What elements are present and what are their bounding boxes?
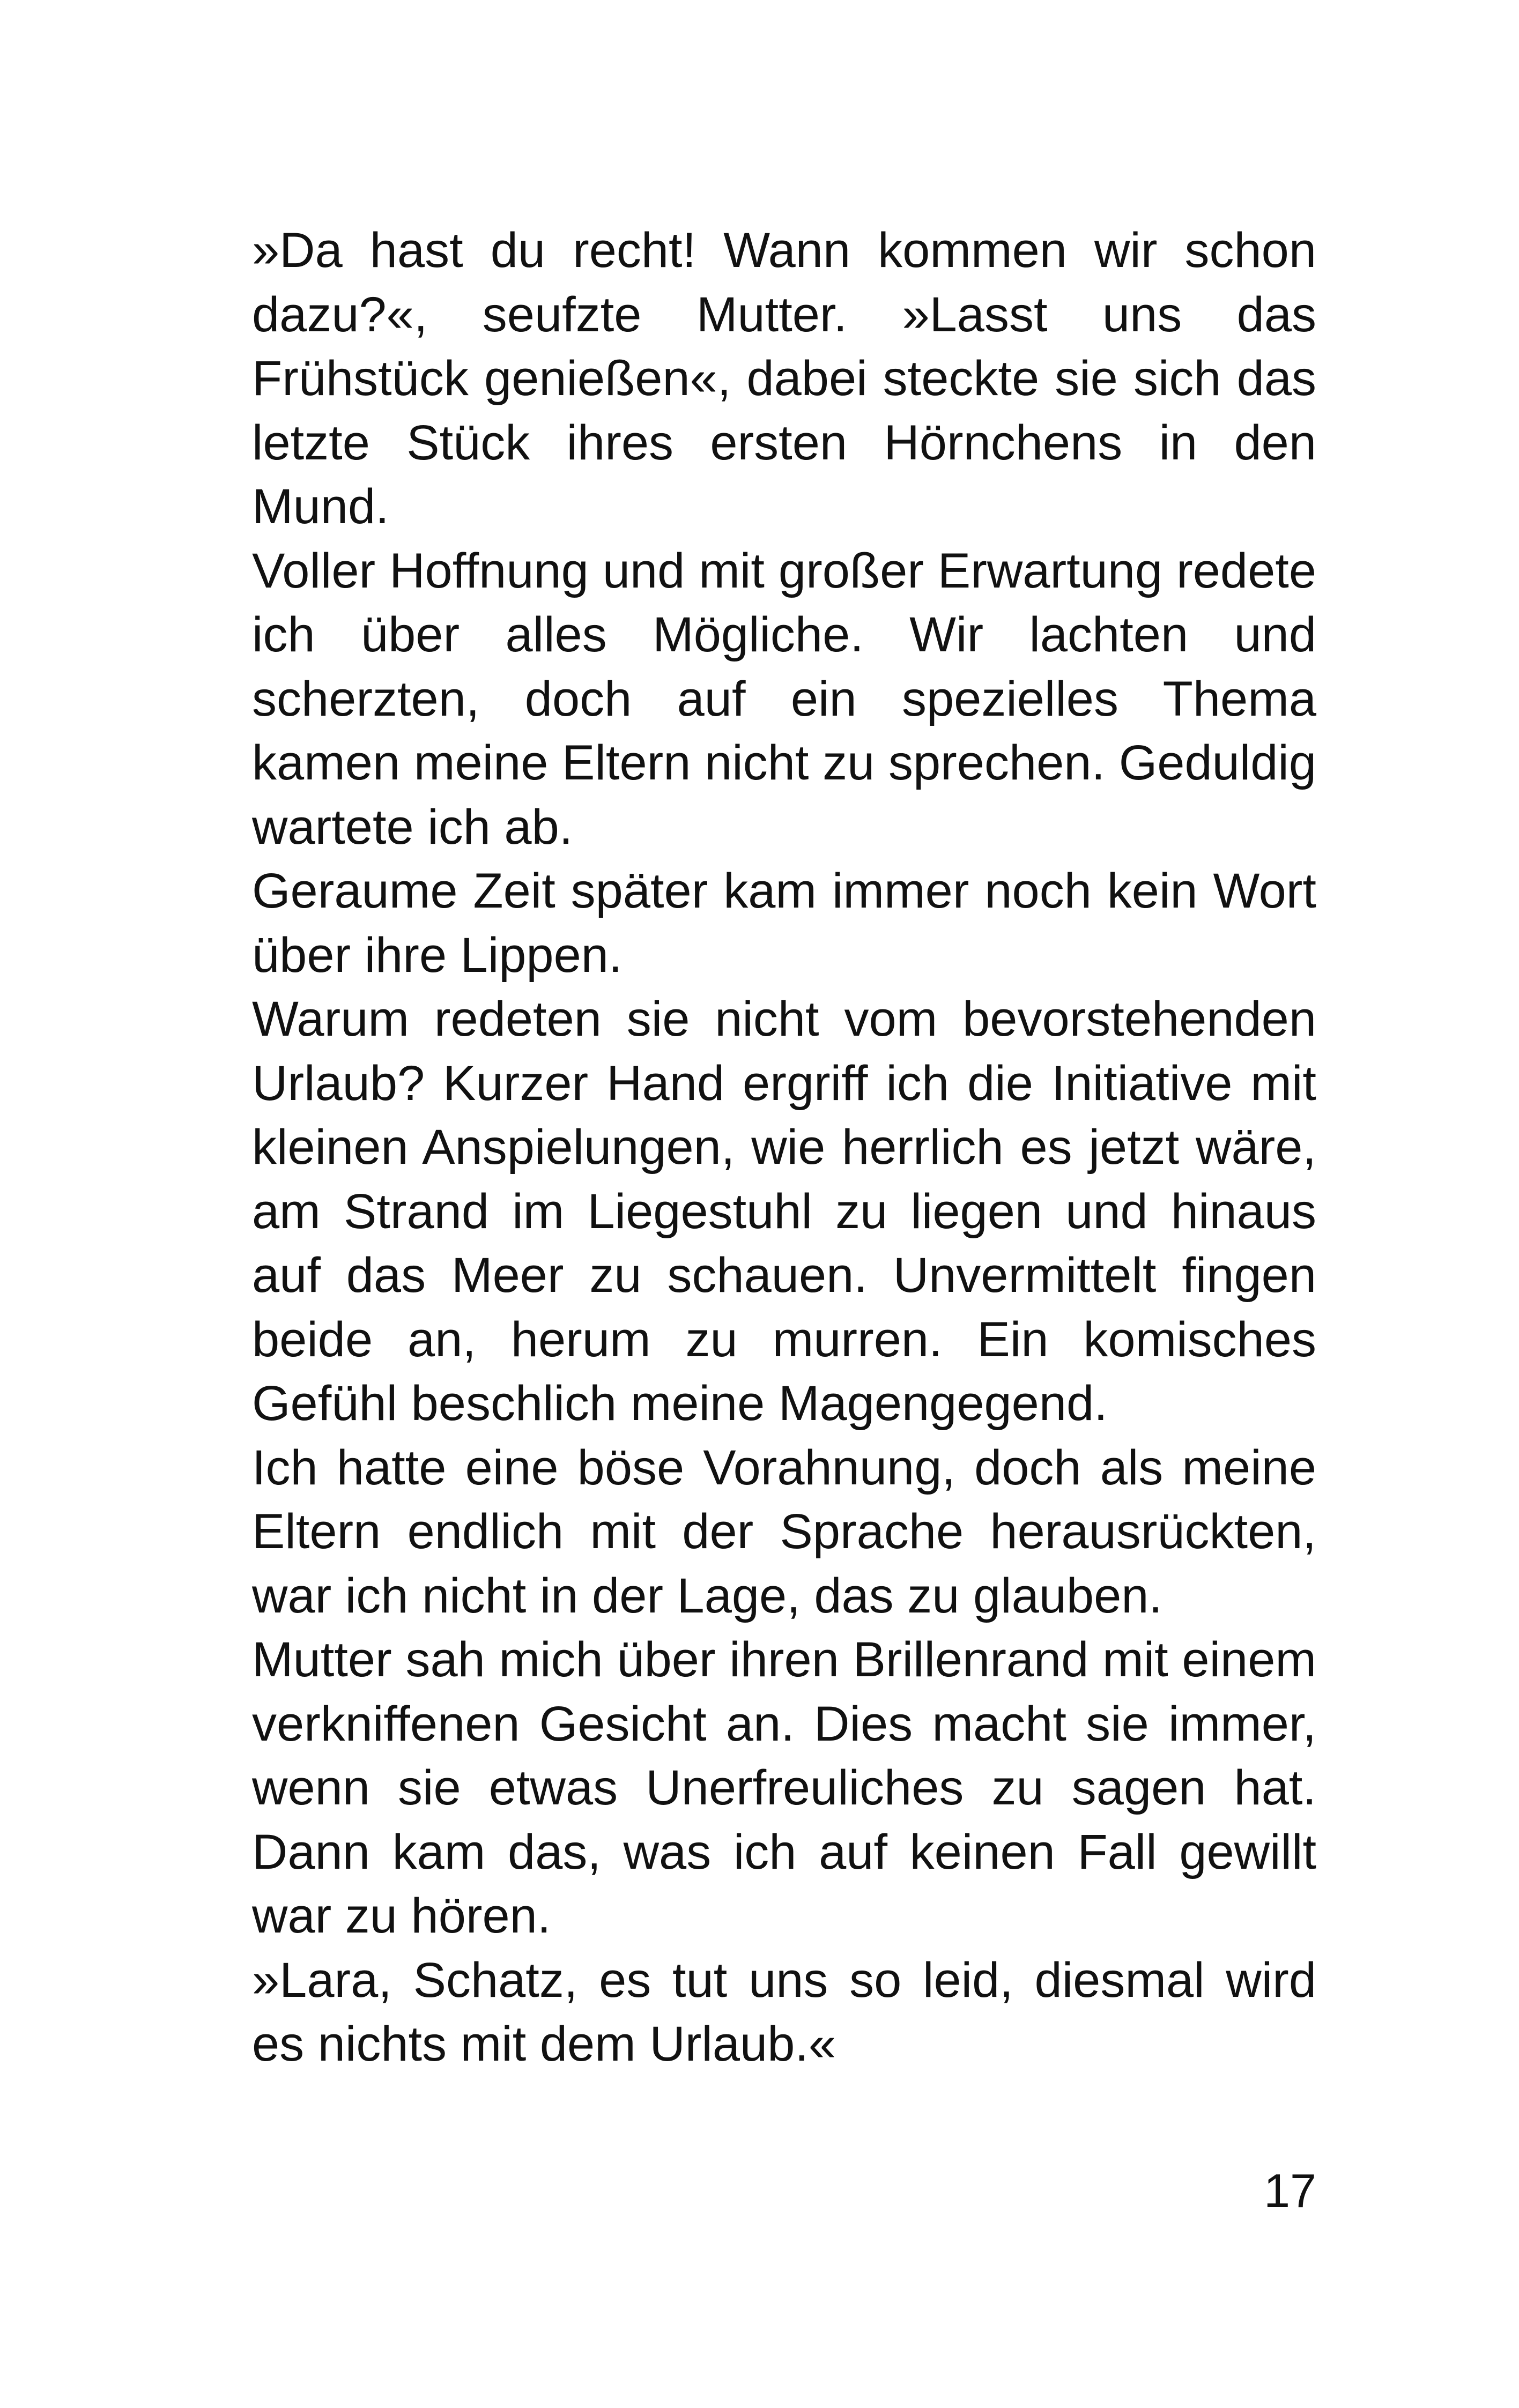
paragraph-1: »Da hast du recht! Wann kommen wir schon dazu?«, seufzte Mutter. »Lasst uns das Frühstück genießen«, dabei steckte sie sich das letzte Stück ihres ersten Hörnchens in den Mund. <box>252 223 1316 534</box>
page-number: 17 <box>1264 2164 1316 2217</box>
paragraph-4: Warum redeten sie nicht vom bevorstehenden Urlaub? Kurzer Hand ergriff ich die Initiative mit kleinen Anspielungen, wie herrlich es jetzt wäre, am Strand im Liegestuhl zu liegen und hinaus auf das Meer zu schauen. Unvermittelt fingen beide an, herum zu murren. Ein komisches Gefühl beschlich meine Magengegend. <box>252 992 1316 1431</box>
body-text <box>252 219 1316 2077</box>
paragraph-5: Ich hatte eine böse Vorahnung, doch als meine Eltern endlich mit der Sprache herausrückten, war ich nicht in der Lage, das zu glauben. <box>252 1440 1316 1623</box>
paragraph-6: Mutter sah mich über ihren Brillenrand mit einem verkniffenen Gesicht an. Dies macht sie immer, wenn sie etwas Unerfreuliches zu sagen hat. Dann kam das, was ich auf keinen Fall gewillt war zu hören. <box>252 1632 1316 1943</box>
paragraph-7: »Lara, Schatz, es tut uns so leid, diesmal wird es nichts mit dem Urlaub.« <box>252 1952 1316 2071</box>
paragraph-3: Geraume Zeit später kam immer noch kein Wort über ihre Lippen. <box>252 864 1316 983</box>
paragraph-2: Voller Hoffnung und mit großer Erwartung redete ich über alles Mögliche. Wir lachten und scherzten, doch auf ein spezielles Thema kamen meine Eltern nicht zu sprechen. Geduldig wartete ich ab. <box>252 543 1316 854</box>
